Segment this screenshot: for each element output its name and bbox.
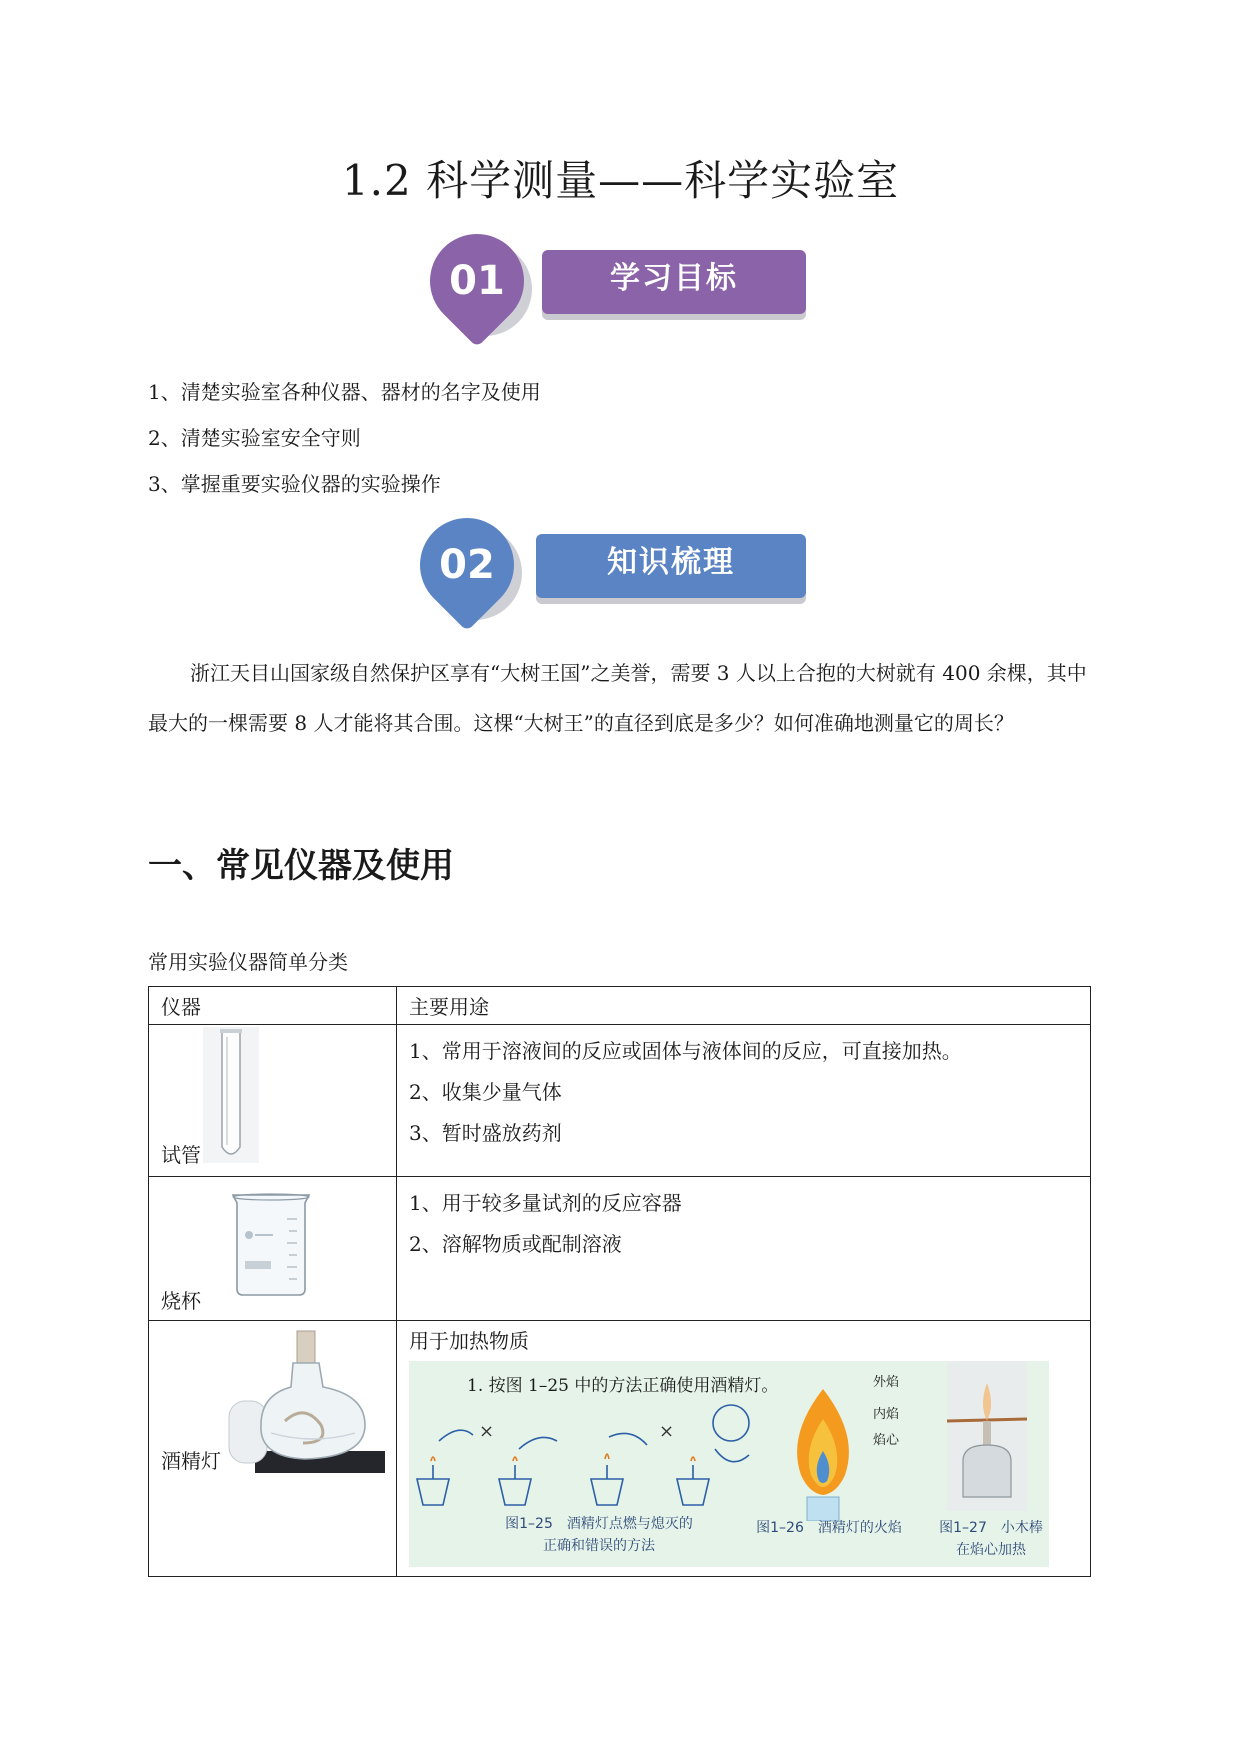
beaker-image (227, 1189, 315, 1299)
test-tube-image (203, 1027, 259, 1163)
x-mark: × (659, 1421, 675, 1442)
x-mark: × (479, 1421, 495, 1442)
page-title: 1.2 科学测量——科学实验室 (341, 156, 900, 205)
lamp-usage-diagram (409, 1401, 769, 1521)
flame-diagram (777, 1389, 869, 1521)
figure-caption-27: 图1–27 小木棒 在焰心加热 (939, 1520, 1043, 1558)
heating-stick-photo (947, 1361, 1027, 1511)
figure-instruction: 1. 按图 1–25 中的方法正确使用酒精灯。 (467, 1376, 779, 1396)
use-item: 3、暂时盛放药剂 (409, 1121, 562, 1145)
badge-number: 01 (449, 258, 505, 304)
instrument-name: 试管 (161, 1143, 201, 1167)
header-instrument: 仪器 (149, 987, 397, 1025)
flame-label-inner: 内焰 (873, 1407, 900, 1422)
uses-cell (397, 1177, 1091, 1321)
instrument-name: 烧杯 (161, 1289, 201, 1313)
header-use: 主要用途 (397, 987, 1091, 1025)
use-item: 1、用于较多量试剂的反应容器 (409, 1191, 682, 1215)
table-header-row (149, 987, 1091, 1025)
section-heading: 一、常见仪器及使用 (148, 846, 454, 886)
table-row (149, 1177, 1091, 1321)
instrument-table (148, 986, 1091, 1577)
use-item: 1、常用于溶液间的反应或固体与液体间的反应，可直接加热。 (409, 1039, 962, 1063)
flame-label-core: 焰心 (873, 1433, 900, 1448)
use-item: 2、收集少量气体 (409, 1080, 562, 1104)
alcohol-lamp-figure (409, 1361, 1049, 1567)
flame-label-outer: 外焰 (873, 1375, 900, 1390)
goal-item: 2、清楚实验室安全守则 (148, 426, 361, 450)
badge-number: 02 (439, 542, 495, 588)
uses-cell (397, 1321, 1091, 1577)
figure-caption-25: 图1–25 酒精灯点燃与熄灭的 正确和错误的方法 (505, 1516, 693, 1554)
instrument-name: 酒精灯 (161, 1449, 221, 1473)
section-badge-knowledge (420, 518, 810, 618)
goal-item: 1、清楚实验室各种仪器、器材的名字及使用 (148, 380, 541, 404)
table-caption: 常用实验仪器简单分类 (148, 950, 348, 974)
badge-label: 知识梳理 (536, 534, 806, 598)
uses-cell (397, 1025, 1091, 1177)
section-badge-goals (430, 234, 810, 334)
alcohol-lamp-image (225, 1325, 385, 1473)
use-item: 用于加热物质 (409, 1329, 529, 1353)
table-row (149, 1321, 1091, 1577)
use-item: 2、溶解物质或配制溶液 (409, 1232, 622, 1256)
goal-item: 3、掌握重要实验仪器的实验操作 (148, 472, 441, 496)
table-row (149, 1025, 1091, 1177)
intro-paragraph: 浙江天目山国家级自然保护区享有“大树王国”之美誉，需要 3 人以上合抱的大树就有 400 余棵，其中最大的一棵需要 8 人才能将其合围。这棵“大树王”的直径到底是多少？如何准确地测量它的周长？ (148, 661, 1087, 735)
badge-label: 学习目标 (542, 250, 806, 314)
figure-caption-26: 图1–26 酒精灯的火焰 (756, 1520, 902, 1536)
